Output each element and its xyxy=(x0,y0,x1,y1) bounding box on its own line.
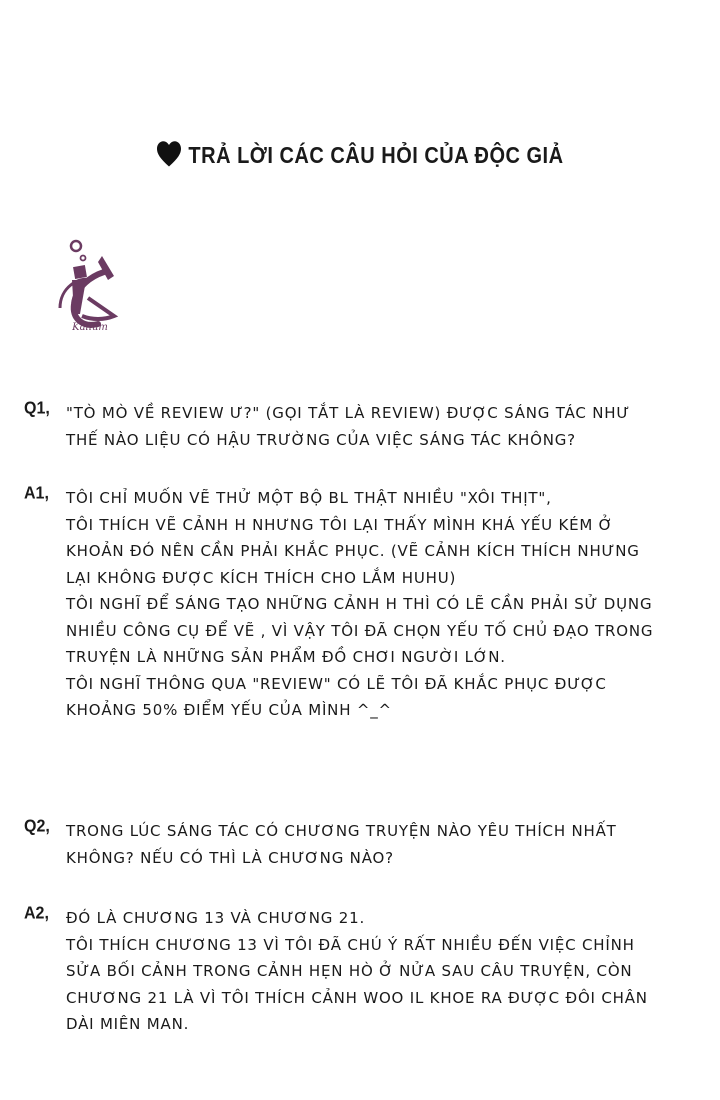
qa-text xyxy=(66,905,706,1038)
qa-tag: Q1, xyxy=(24,399,50,418)
text-line: DÀI MIÊN MAN. xyxy=(66,1015,190,1033)
text-line: TÔI CHỈ MUỐN VẼ THỬ MỘT BỘ BL THẬT NHIỀU "XÔI THỊT", xyxy=(66,489,552,507)
text-line: NHIỀU CÔNG CỤ ĐỂ VẼ , VÌ VẬY TÔI ĐÃ CHỌN YẾU TỐ CHỦ ĐẠO TRONG xyxy=(66,621,654,640)
logo-label: Kalium xyxy=(72,322,108,333)
qa-text xyxy=(66,485,706,724)
text-line: KHOẢN ĐÓ NÊN CẦN PHẢI KHẮC PHỤC. (VẼ CẢNH KÍCH THÍCH NHƯNG xyxy=(66,542,640,560)
text-line: ĐÓ LÀ CHƯƠNG 13 VÀ CHƯƠNG 21. xyxy=(66,909,366,927)
page-title xyxy=(0,140,720,170)
qa-text xyxy=(66,818,706,871)
qa-tag: Q2, xyxy=(24,817,50,836)
text-line: KHÔNG? NẾU CÓ THÌ LÀ CHƯƠNG NÀO? xyxy=(66,848,394,867)
text-line: TÔI NGHĨ ĐỂ SÁNG TẠO NHỮNG CẢNH H THÌ CÓ LẼ CẦN PHẢI SỬ DỤNG xyxy=(66,595,653,613)
text-line: TÔI THÍCH VẼ CẢNH H NHƯNG TÔI LẠI THẤY MÌNH KHÁ YẾU KÉM Ở xyxy=(66,515,614,534)
text-line: TRONG LÚC SÁNG TÁC CÓ CHƯƠNG TRUYỆN NÀO YÊU THÍCH NHẤT xyxy=(66,822,617,840)
text-line: TÔI NGHĨ THÔNG QUA "REVIEW" CÓ LẼ TÔI ĐÃ KHẮC PHỤC ĐƯỢC xyxy=(66,674,607,693)
qa-tag: A2, xyxy=(24,904,49,923)
text-line: CHƯƠNG 21 LÀ VÌ TÔI THÍCH CẢNH WOO IL KHOE RA ĐƯỢC ĐÔI CHÂN xyxy=(66,988,648,1007)
text-line: LẠI KHÔNG ĐƯỢC KÍCH THÍCH CHO LẮM HUHU) xyxy=(66,568,457,587)
text-line: THẾ NÀO LIỆU CÓ HẬU TRƯỜNG CỦA VIỆC SÁNG TÁC KHÔNG? xyxy=(66,430,576,449)
qa-text xyxy=(66,400,706,453)
heart-icon xyxy=(156,140,182,168)
qa-tag: A1, xyxy=(24,484,49,503)
text-line: SỬA BỐI CẢNH TRONG CẢNH HẸN HÒ Ở NỬA SAU CÂU TRUYỆN, CÒN xyxy=(66,962,633,980)
text-line: TRUYỆN LÀ NHỮNG SẢN PHẨM ĐỒ CHƠI NGƯỜI LỚN. xyxy=(66,648,506,666)
text-line: KHOẢNG 50% ĐIỂM YẾU CỦA MÌNH ^_^ xyxy=(66,701,392,719)
text-line: TÔI THÍCH CHƯƠNG 13 VÌ TÔI ĐÃ CHÚ Ý RẤT NHIỀU ĐẾN VIỆC CHỈNH xyxy=(66,935,635,954)
page-title-text: TRẢ LỜI CÁC CÂU HỎI CỦA ĐỘC GIẢ xyxy=(188,143,564,169)
text-line: "TÒ MÒ VỀ REVIEW Ư?" (GỌI TẮT LÀ REVIEW) ĐƯỢC SÁNG TÁC NHƯ xyxy=(66,404,631,422)
